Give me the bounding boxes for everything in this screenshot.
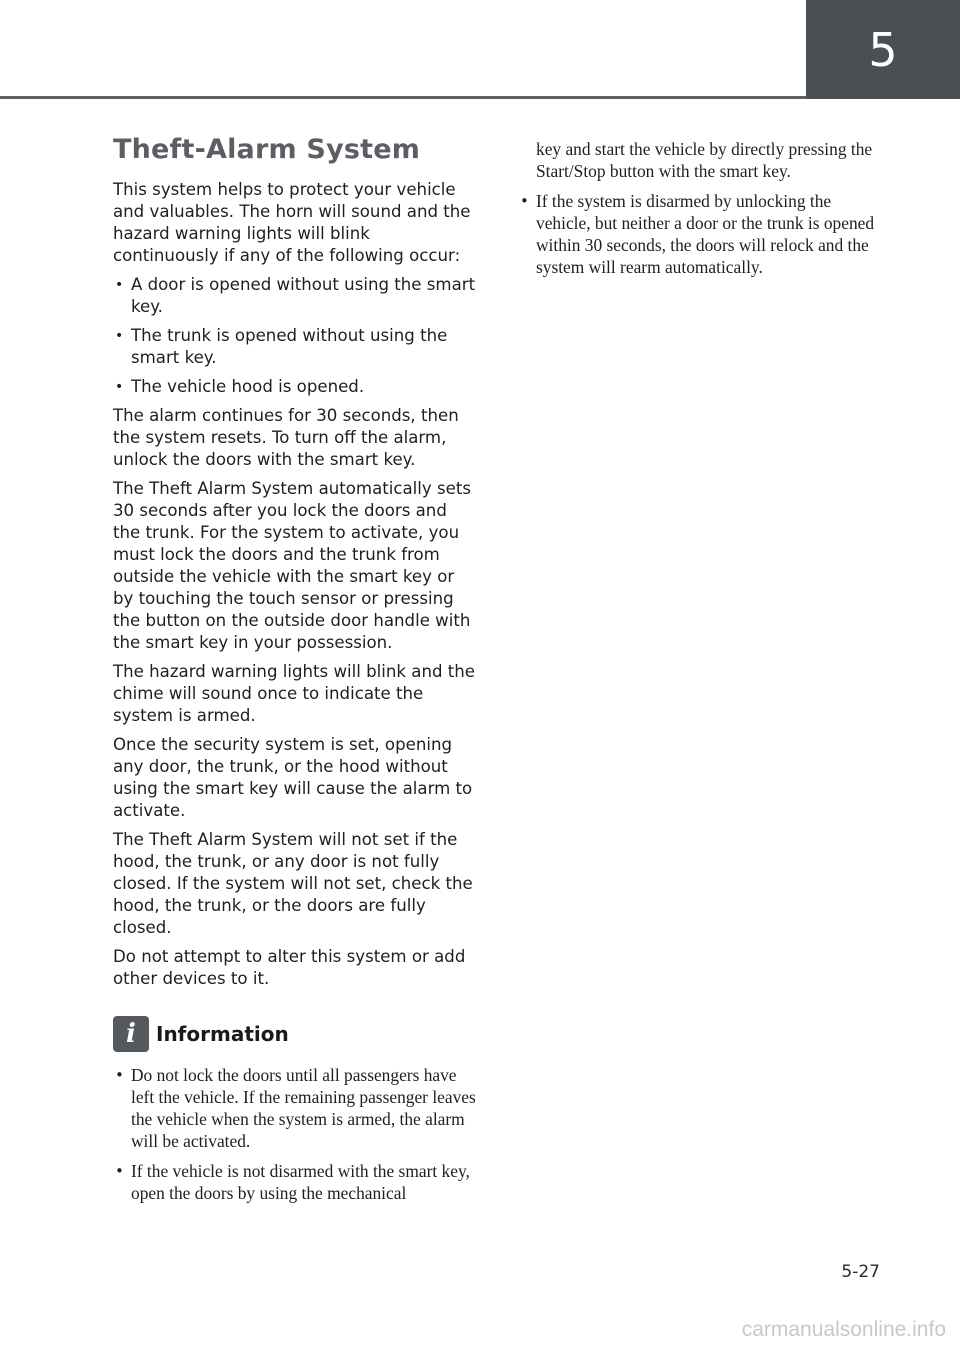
left-column [113, 134, 478, 1212]
chapter-tab [806, 0, 960, 99]
header-rule [0, 96, 806, 99]
list-item: • Do not lock the doors until all passengers have left the vehicle. If the remaining passenger leaves the vehicle when the system is armed, the alarm will be activated. [113, 1064, 478, 1152]
body-paragraph: The Theft Alarm System automatically sets 30 seconds after you lock the doors and the trunk. For the system to activate, you must lock the doors and the trunk from outside the vehicle with the smart key or by touching the touch sensor or pressing the button on the outside door handle with the smart key in your possession. [113, 479, 471, 652]
info-icon: i [113, 1016, 149, 1052]
page-number: 5-27 [841, 1262, 880, 1282]
information-label: Information [156, 1022, 289, 1046]
list-item: • If the system is disarmed by unlocking the vehicle, but neither a door or the trunk is opened within 30 seconds, the doors will relock and the system will rearm automatically. [518, 190, 878, 278]
watermark: carmanualsonline.info [741, 1318, 946, 1341]
body-paragraph: The alarm continues for 30 seconds, then the system resets. To turn off the alarm, unlock the doors with the smart key. [113, 406, 459, 469]
information-heading [113, 1016, 478, 1052]
body-paragraph: Do not attempt to alter this system or add other devices to it. [113, 947, 466, 988]
body-paragraph: The hazard warning lights will blink and the chime will sound once to indicate the system is armed. [113, 662, 476, 725]
body-paragraph: The Theft Alarm System will not set if the hood, the trunk, or any door is not fully closed. If the system will not set, check the hood, the trunk, or the doors are fully closed. [113, 830, 473, 937]
list-item: • The trunk is opened without using the smart key. [113, 325, 478, 369]
alarm-conditions-list [113, 274, 478, 398]
list-item: • If the vehicle is not disarmed with the smart key, open the doors by using the mechanical [113, 1160, 478, 1204]
intro-paragraph: This system helps to protect your vehicle and valuables. The horn will sound and the hazard warning lights will blink continuously if any of the following occur: [113, 180, 471, 265]
list-item: • The vehicle hood is opened. [113, 376, 478, 398]
information-continuation: key and start the vehicle by directly pressing the Start/Stop button with the smart key. [536, 139, 873, 181]
list-item: • A door is opened without using the smart key. [113, 274, 478, 318]
section-title: Theft-Alarm System [113, 134, 421, 165]
information-list [113, 1064, 478, 1204]
right-column [518, 138, 878, 286]
chapter-number: 5 [868, 22, 898, 77]
information-list-continued [518, 190, 878, 278]
body-paragraph: Once the security system is set, opening any door, the trunk, or the hood without using the smart key will cause the alarm to activate. [113, 735, 473, 820]
